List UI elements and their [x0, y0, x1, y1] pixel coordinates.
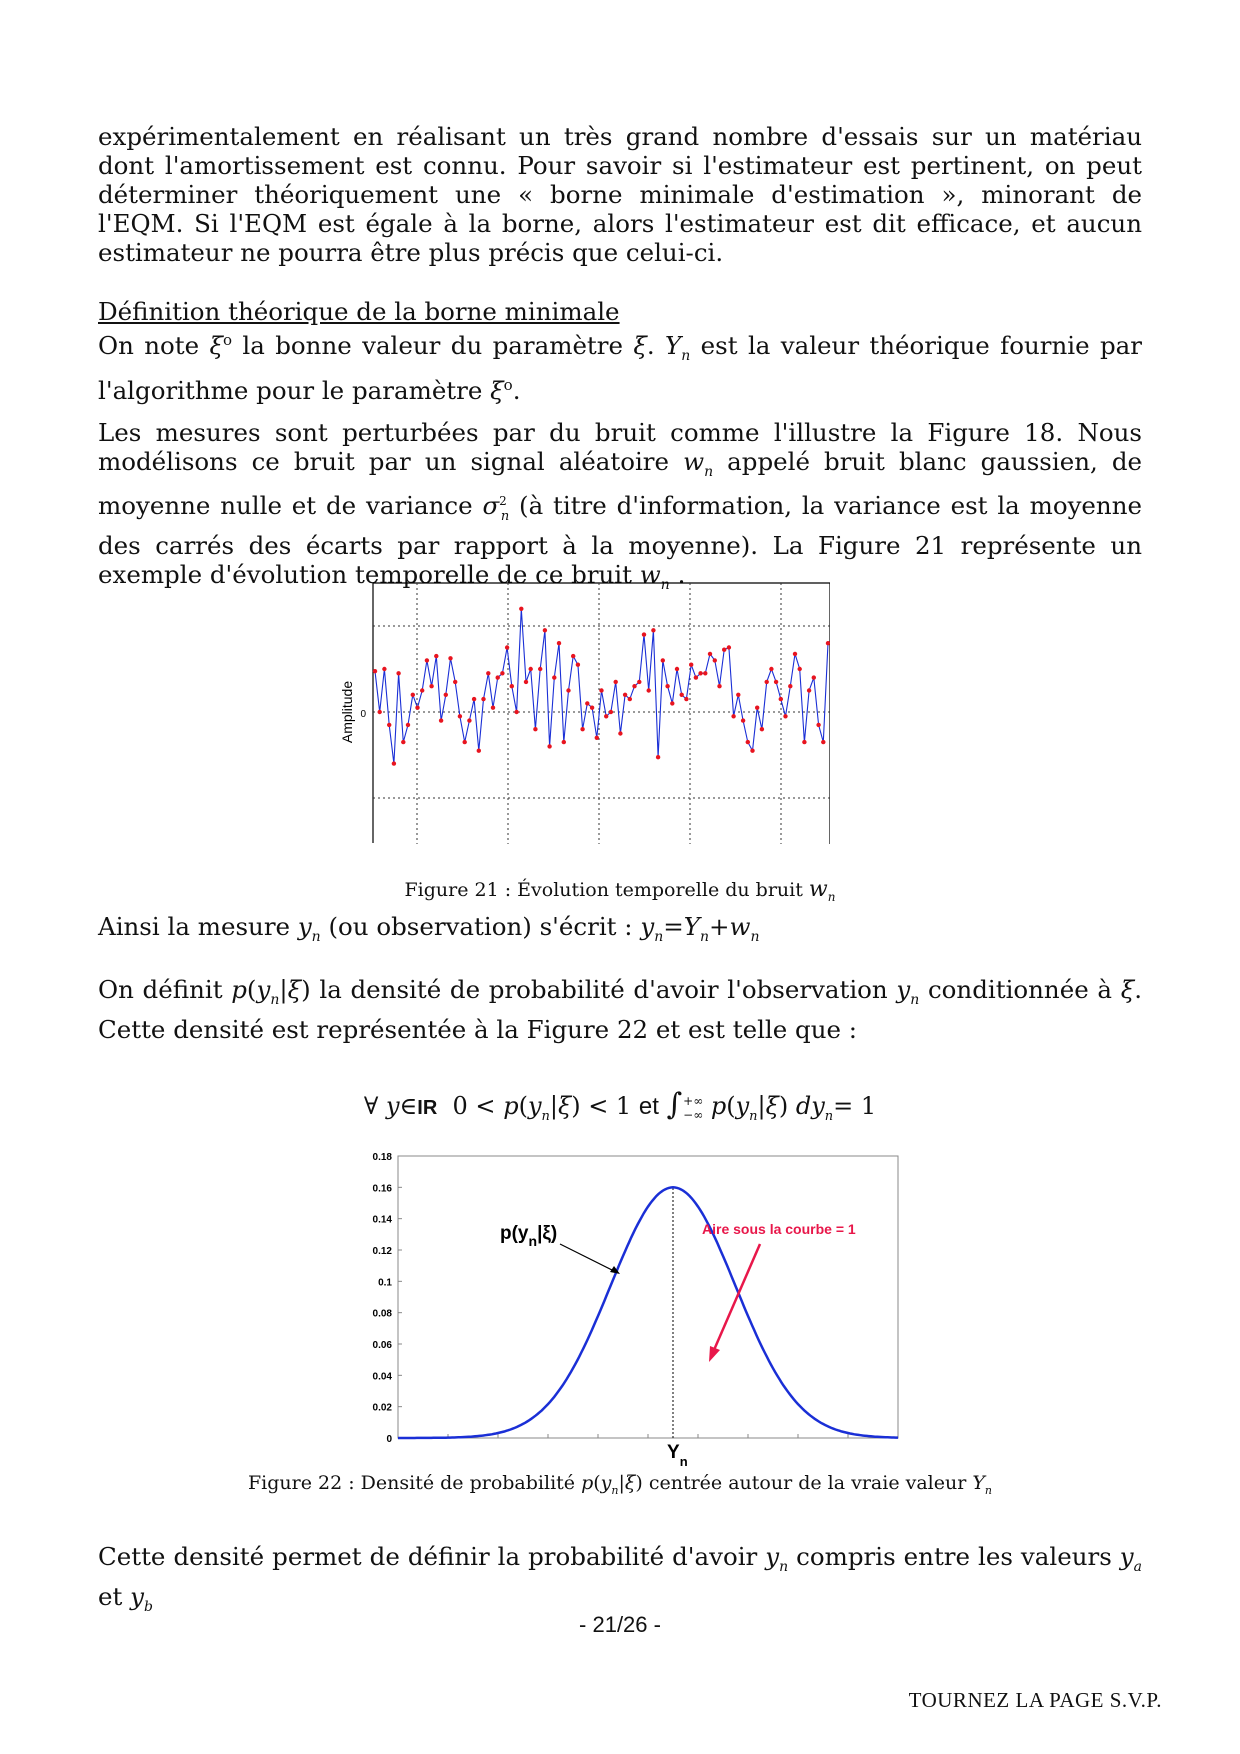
noise-point-39	[557, 641, 561, 645]
noise-point-66	[684, 697, 688, 701]
noise-point-82	[760, 727, 764, 731]
paragraph-density: On définit $p(y_n|\xi)$ la densité de probabilité d'avoir l'observation $y_n$ conditionnée à ξ. Cette densité est représentée à la Figure 22 et est telle que :	[98, 975, 1142, 1044]
noise-point-5	[396, 671, 400, 675]
noise-point-24	[486, 671, 490, 675]
noise-point-90	[798, 667, 802, 671]
noise-point-56	[637, 680, 641, 684]
noise-point-19	[463, 740, 467, 744]
noise-point-36	[543, 628, 547, 632]
noise-point-68	[694, 675, 698, 679]
noise-point-74	[722, 648, 726, 652]
noise-point-77	[736, 693, 740, 697]
noise-point-79	[746, 740, 750, 744]
noise-point-96	[826, 641, 830, 645]
noise-point-69	[698, 671, 702, 675]
x-minor-ticks	[448, 1434, 848, 1438]
noise-point-44	[580, 727, 584, 731]
noise-point-88	[788, 684, 792, 688]
noise-point-40	[562, 740, 566, 744]
noise-point-47	[595, 736, 599, 740]
noise-point-17	[453, 680, 457, 684]
noise-point-62	[665, 684, 669, 688]
noise-point-86	[779, 697, 783, 701]
y-tick-label-9: 0.18	[372, 1152, 392, 1163]
noise-point-83	[765, 680, 769, 684]
noise-point-41	[566, 688, 570, 692]
noise-point-28	[505, 645, 509, 649]
area-label: Aire sous la courbe = 1	[702, 1221, 856, 1237]
noise-point-12	[429, 684, 433, 688]
noise-point-6	[401, 740, 405, 744]
noise-point-29	[510, 684, 514, 688]
noise-point-67	[689, 663, 693, 667]
noise-point-15	[444, 693, 448, 697]
noise-point-48	[599, 688, 603, 692]
figure-22-caption: Figure 22 : Densité de probabilité $p(y_n|\xi)$ centrée autour de la vraie valeur $Y_n$	[248, 1472, 992, 1497]
plot-frame	[398, 1156, 898, 1438]
noise-point-26	[496, 675, 500, 679]
y-tick-label-7: 0.14	[372, 1214, 392, 1226]
noise-point-14	[439, 718, 443, 722]
noise-point-64	[675, 667, 679, 671]
noise-point-42	[571, 654, 575, 658]
noise-point-3	[387, 723, 391, 727]
noise-point-78	[741, 718, 745, 722]
paragraph-noise: Les mesures sont perturbées par du bruit comme l'illustre la Figure 18. Nous modélisons ce bruit par un signal aléatoire $w_n$ appelé bruit blanc gaussien, de moyenne nulle et de variance $\sigma^2_n$ (à titre d'information, la variance est la moyenne des carrés des écarts par rapport à la moyenne). La Figure 21 représente un exemple d'évolution temporelle de ce bruit $w_n$ .	[98, 418, 1143, 593]
noise-point-1	[378, 710, 382, 714]
noise-point-30	[514, 710, 518, 714]
noise-point-53	[623, 693, 627, 697]
noise-point-35	[538, 667, 542, 671]
noise-point-91	[802, 740, 806, 744]
curve-label-arrow	[560, 1244, 616, 1272]
footer-note: TOURNEZ LA PAGE S.V.P.	[908, 1688, 1162, 1712]
noise-point-25	[491, 706, 495, 710]
noise-point-55	[632, 684, 636, 688]
noise-point-45	[585, 701, 589, 705]
noise-point-13	[434, 654, 438, 658]
paragraph-measurement: Ainsi la mesure $y_n$ (ou observation) s'écrit : $y_n=Y_n+w_n$	[98, 912, 760, 945]
noise-point-18	[458, 714, 462, 718]
noise-point-7	[406, 723, 410, 727]
y-tick-label-2: 0.04	[372, 1371, 392, 1383]
paragraph-intro: expérimentalement en réalisant un très grand nombre d'essais sur un matériau dont l'amortissement est connu. Pour savoir si l'estimateur est pertinent, on peut déterminer théoriquement une « borne minimale d'estimation », minorant de l'EQM. Si l'EQM est égale à la borne, alors l'estimateur est dit efficace, et aucun estimateur ne pourra être plus précis que celui-ci.	[98, 122, 1142, 267]
noise-point-85	[774, 680, 778, 684]
noise-point-92	[807, 688, 811, 692]
noise-point-58	[647, 688, 651, 692]
figure-21-noise-chart	[330, 582, 830, 844]
noise-point-43	[576, 663, 580, 667]
noise-point-89	[793, 652, 797, 656]
y-tick-label-4: 0.08	[372, 1308, 392, 1320]
y-tick-label-8: 0.16	[372, 1183, 392, 1195]
grid-lines	[373, 583, 830, 844]
noise-point-11	[425, 658, 429, 662]
noise-point-27	[500, 671, 504, 675]
y-tick-label-1: 0.02	[372, 1402, 392, 1414]
figure-21-caption: Figure 21 : Évolution temporelle du bruit $w_n$	[404, 877, 836, 904]
noise-point-32	[524, 680, 528, 684]
y-axis-label: Amplitude	[339, 680, 355, 744]
noise-point-94	[816, 723, 820, 727]
figure-22-density-chart	[360, 1150, 910, 1480]
noise-point-70	[703, 671, 707, 675]
noise-point-20	[467, 718, 471, 722]
noise-point-9	[415, 706, 419, 710]
noise-point-22	[477, 749, 481, 753]
y-tick-zero: 0	[360, 709, 366, 720]
noise-point-23	[481, 697, 485, 701]
noise-point-0	[373, 669, 377, 673]
noise-point-38	[552, 675, 556, 679]
noise-point-87	[783, 714, 787, 718]
noise-point-59	[651, 628, 655, 632]
noise-point-51	[614, 680, 618, 684]
noise-point-80	[750, 749, 754, 753]
noise-point-73	[717, 684, 721, 688]
noise-point-63	[670, 701, 674, 705]
curve-label: $p(y_n|\xi)$	[500, 1223, 558, 1249]
noise-point-75	[727, 645, 731, 649]
noise-point-31	[519, 607, 523, 611]
area-arrow	[714, 1244, 760, 1350]
noise-point-76	[731, 714, 735, 718]
noise-point-93	[812, 675, 816, 679]
noise-series-line	[375, 609, 828, 764]
normalization-formula: ∀ y∈IR $0 < p(y_n|\xi) < 1$ et ∫ +∞ −∞ $p(y_n|\xi)$ $dy_n= 1$	[363, 1087, 877, 1124]
noise-series-points	[373, 607, 830, 766]
area-arrowhead	[709, 1346, 720, 1362]
y-tick-label-0: 0	[386, 1434, 392, 1445]
noise-point-52	[618, 731, 622, 735]
paragraph-probability: Cette densité permet de définir la probabilité d'avoir $y_n$ compris entre les valeurs $y_a$ et $y_b$	[98, 1542, 1142, 1615]
noise-point-10	[420, 688, 424, 692]
noise-point-57	[642, 632, 646, 636]
noise-point-84	[769, 667, 773, 671]
noise-point-33	[529, 667, 533, 671]
noise-point-8	[411, 693, 415, 697]
noise-point-50	[609, 710, 613, 714]
y-tick-label-3: 0.06	[372, 1340, 392, 1351]
noise-point-2	[382, 667, 386, 671]
noise-point-65	[680, 693, 684, 697]
noise-point-81	[755, 706, 759, 710]
page-number: - 21/26 -	[579, 1612, 661, 1637]
noise-point-71	[708, 652, 712, 656]
noise-point-46	[590, 706, 594, 710]
noise-point-16	[448, 656, 452, 660]
noise-point-54	[628, 697, 632, 701]
x-center-label: $Y_n$	[667, 1442, 688, 1469]
noise-point-4	[392, 761, 396, 765]
noise-point-37	[547, 744, 551, 748]
section-title: Définition théorique de la borne minimale	[98, 297, 620, 326]
noise-point-72	[713, 658, 717, 662]
y-tick-label-6: 0.12	[372, 1246, 392, 1257]
noise-point-49	[604, 714, 608, 718]
noise-point-34	[533, 727, 537, 731]
noise-point-21	[472, 697, 476, 701]
y-tick-label-5: 0.1	[378, 1277, 392, 1289]
noise-point-60	[656, 755, 660, 759]
noise-point-61	[661, 658, 665, 662]
section-definition: Définition théorique de la borne minimale On note $\xi^o$ la bonne valeur du paramètre ξ. $Y_n$ est la valeur théorique fournie par l'algorithme pour le paramètre $\xi^o$.	[98, 297, 1142, 406]
noise-point-95	[821, 740, 825, 744]
